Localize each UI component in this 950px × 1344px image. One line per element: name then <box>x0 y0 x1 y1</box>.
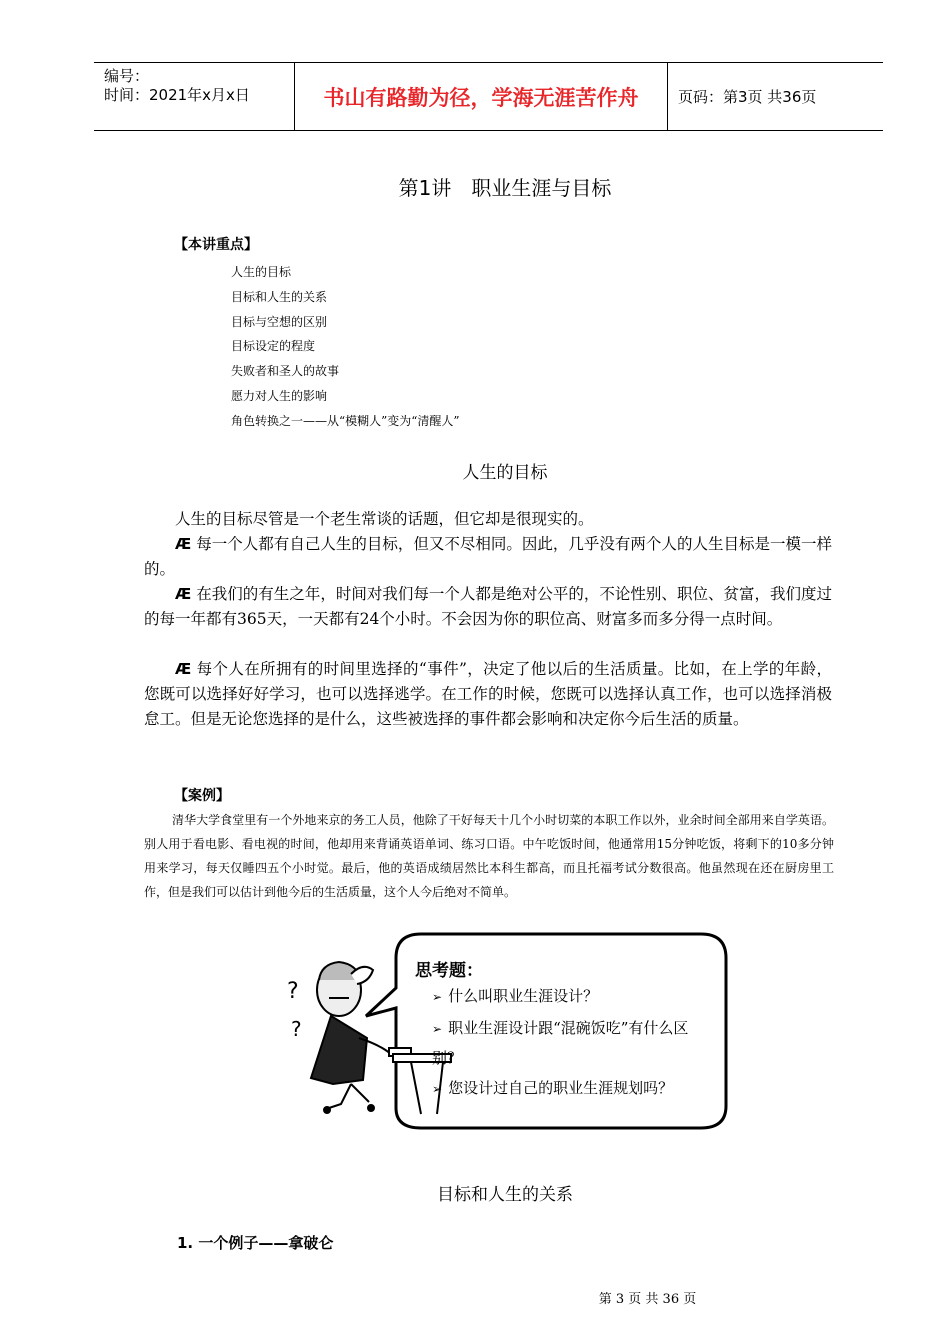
section-heading: 人生的目标 <box>462 463 548 483</box>
question-text: 什么叫职业生涯设计？ <box>448 987 599 1005</box>
thinking-question <box>432 982 712 1012</box>
question-text: 职业生涯设计跟“混碗饭吃”有什么区别？ <box>432 1019 689 1067</box>
header-motto: 书山有路勤为径，学海无涯苦作舟 <box>295 63 668 130</box>
thinking-question <box>432 1014 712 1073</box>
thinking-question <box>432 1074 712 1104</box>
key-point-item: 角色转换之一——从“模糊人”变为“清醒人” <box>231 413 460 428</box>
question-text: 您设计过自己的职业生涯规划吗？ <box>448 1079 674 1097</box>
case-text <box>144 808 834 904</box>
number-label: 编号： <box>104 67 150 85</box>
bullet-mark: Æ <box>175 585 191 603</box>
section-heading: 目标和人生的关系 <box>437 1185 573 1205</box>
svg-text:?: ? <box>291 1017 302 1041</box>
case-heading: 【案例】 <box>174 788 230 804</box>
header-page-label: 页码：第3页 共36页 <box>678 88 817 106</box>
key-points-list <box>231 260 460 434</box>
key-point-item: 失败者和圣人的故事 <box>231 364 340 379</box>
bullet-paragraph <box>144 532 832 582</box>
bullet-text: 在我们的有生之年，时间对我们每一个人都是绝对公平的，不论性别、职位、贫富，我们度过的每一年都有365天，一天都有24个小时。不会因为你的职位高、财富多而多分得一点时间。 <box>144 585 832 628</box>
intro-text: 人生的目标尽管是一个老生常谈的话题，但它却是很现实的。 <box>175 510 594 528</box>
bullet-paragraph <box>144 582 832 632</box>
svg-text:?: ? <box>287 979 299 1004</box>
header-meta <box>94 63 295 130</box>
key-point-item: 愿力对人生的影响 <box>231 388 328 403</box>
bullet-text: 每个人在所拥有的时间里选择的“事件”，决定了他以后的生活质量。比如，在上学的年龄，您既可以选择好好学习，也可以选择逃学。在工作的时候，您既可以选择认真工作，也可以选择消极怠工。但是无论您选择的是什么，这些被选择的事件都会影响和决定你今后生活的质量。 <box>144 660 832 728</box>
page-header <box>94 62 883 131</box>
thinking-title: 思考题： <box>415 961 483 981</box>
key-point-item: 目标与空想的区别 <box>231 314 328 329</box>
key-point-item: 人生的目标 <box>231 265 292 279</box>
bullet-paragraph <box>144 657 832 732</box>
time-label: 时间：2021年x月x日 <box>104 86 250 104</box>
bullet-text: 每一个人都有自己人生的目标，但又不尽相同。因此，几乎没有两个人的人生目标是一模一样的。 <box>144 535 832 578</box>
case-body: 清华大学食堂里有一个外地来京的务工人员，他除了干好每天十几个小时切菜的本职工作以外，业余时间全部用来自学英语。别人用于看电影、看电视的时间，他却用来背诵英语单词、练习口语。中午吃饭时间，他通常用15分钟吃饭，将剩下的10多分钟用来学习，每天仅睡四五个小时觉。最后，他的英语成绩居然比本科生都高，而且托福考试分数很高。他虽然现在还在厨房里工作，但是我们可以估计到他今后的生活质量，这个人今后绝对不简单。 <box>144 813 834 899</box>
key-points-heading: 【本讲重点】 <box>174 237 258 253</box>
arrow-bullet-icon: ➢ <box>432 1022 443 1036</box>
arrow-bullet-icon: ➢ <box>432 990 443 1004</box>
page-footer: 第 3 页 共 36 页 <box>598 1292 697 1307</box>
bullet-mark: Æ <box>175 535 191 553</box>
numbered-point: 1. 一个例子——拿破仑 <box>177 1234 334 1252</box>
arrow-bullet-icon: ➢ <box>432 1082 443 1096</box>
key-point-item: 目标和人生的关系 <box>231 289 328 304</box>
paragraph <box>144 507 832 532</box>
key-point-item: 目标设定的程度 <box>231 339 316 354</box>
bullet-mark: Æ <box>175 660 191 678</box>
lecture-title: 第1讲 职业生涯与目标 <box>398 176 612 200</box>
